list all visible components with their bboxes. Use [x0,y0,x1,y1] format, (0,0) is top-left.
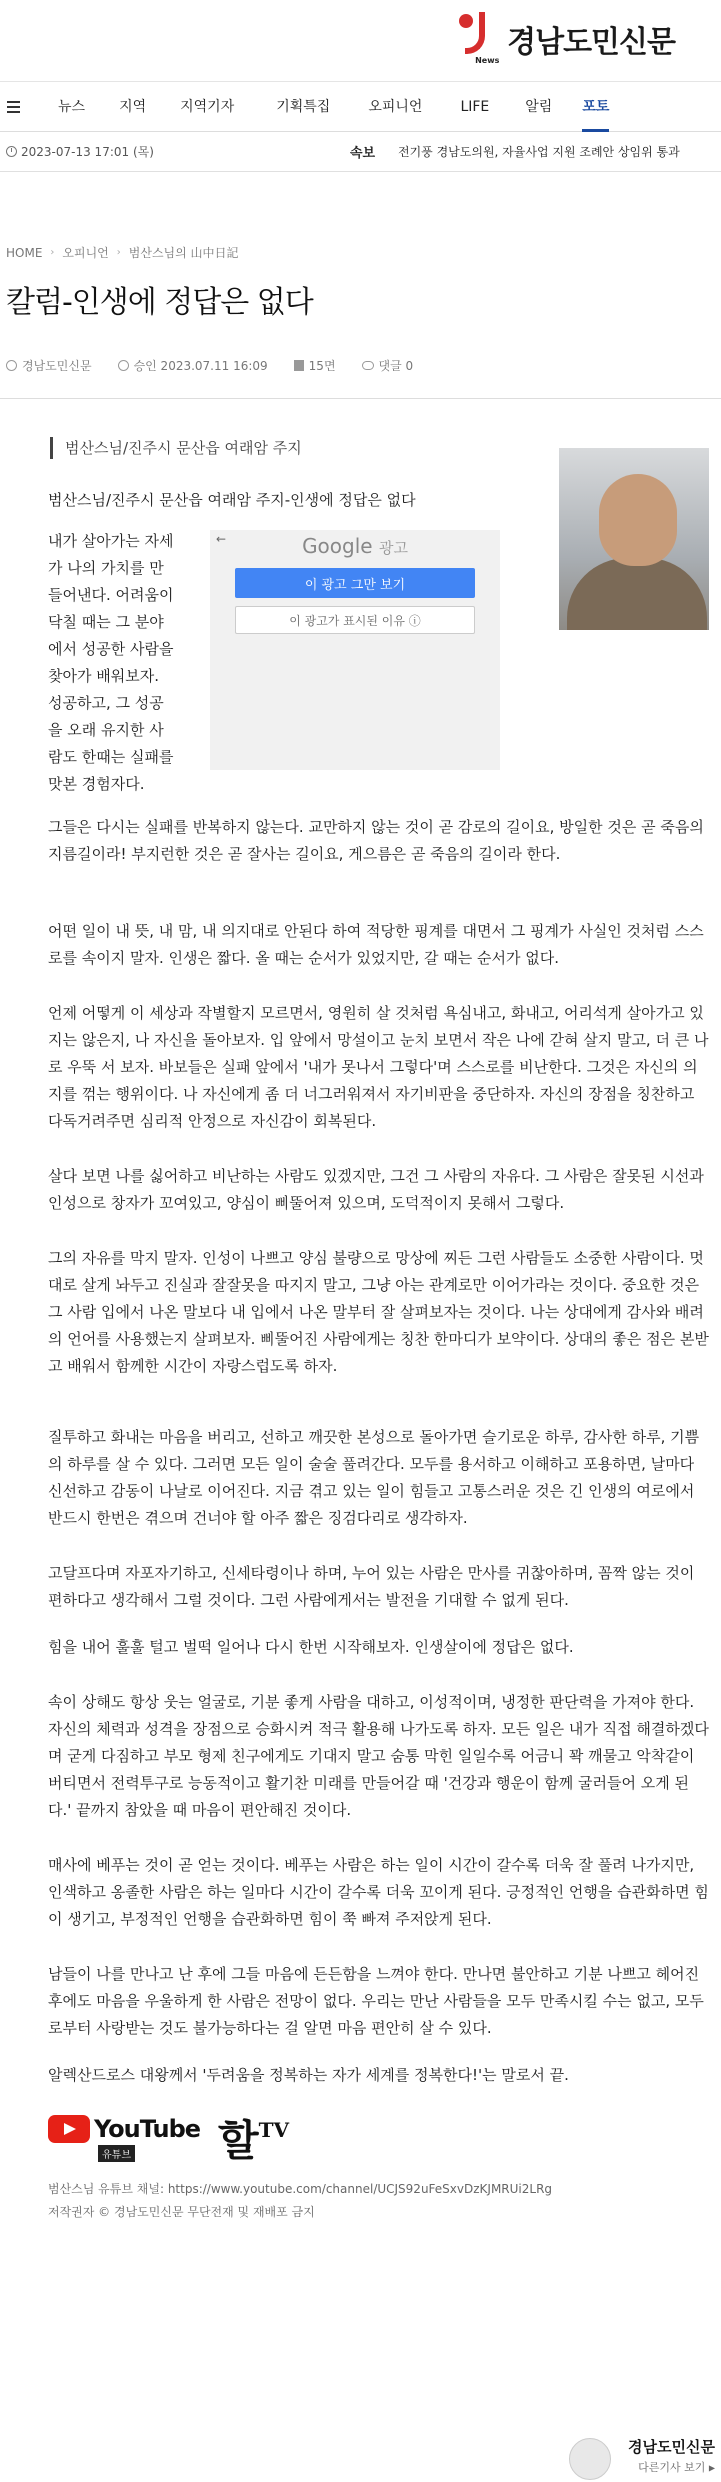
logo-news-label: News [475,56,500,65]
hamburger-menu-icon[interactable] [0,82,26,132]
clock-icon [6,146,17,157]
current-date [0,143,154,160]
intro-with-ad [48,528,709,806]
ad-brand-name: Google [302,534,373,558]
article-title: 칼럼-인생에 정답은 없다 [6,285,313,320]
author-box [628,2436,715,2475]
site-header [0,0,721,82]
nav-special[interactable]: 기획특집 [276,98,331,115]
nav-news[interactable]: 뉴스 [58,98,86,115]
ad-back-icon[interactable]: ← [216,532,227,546]
meta-page [294,357,336,374]
clock-icon [118,360,129,371]
chevron-right-icon: ▶ [708,2463,715,2473]
author-box-name: 경남도민신문 [628,2438,715,2456]
breadcrumb-home[interactable]: HOME [6,245,43,260]
article-paragraph: 그들은 다시는 실패를 반복하지 않는다. 교만하지 않는 것이 곧 감로의 길이요, 방일한 것은 곧 죽음의 지름길이라! 부지런한 것은 곧 잘사는 길이요, 게으름은 곧 죽음의 길이라 한다. [48,818,704,863]
news-ticker [0,132,721,172]
breadcrumb-opinion[interactable]: 오피니언 [62,246,109,260]
google-ad [210,530,500,770]
article-paragraph: 살다 보면 나를 싫어하고 비난하는 사람도 있겠지만, 그건 그 사람의 자유다. 그 사람은 잘못된 시선과 인성으로 창자가 꼬여있고, 양심이 삐뚤어져 있으며, 도덕적이지 못해서 그렇다. [48,1167,704,1212]
article-lead: 범산스님/진주시 문산읍 여래암 주지-인생에 정답은 없다 [48,491,416,509]
page-icon [294,360,304,371]
google-ad-brand [210,534,500,558]
article-paragraph: 힘을 내어 훌훌 털고 벌떡 일어나 다시 한번 시작해보자. 인생살이에 정답은 없다. [48,1638,574,1656]
current-date-text: 2023-07-13 17:01 (목) [21,145,154,159]
bottom-author-bar [0,2424,721,2482]
approved-date: 승인 2023.07.11 16:09 [133,359,268,373]
article-body [0,489,721,2220]
article-intro: 내가 살아가는 자세가 나의 가치를 만들어낸다. 어려움이 닥칠 때는 그 분야에서 성공한 사람을 찾아가 배워보자. 성공하고, 그 성공을 오래 유지한 사람도 한때는 실패를 맛본 경험자다. [48,532,174,793]
meta-comments[interactable] [362,357,414,374]
channel-link[interactable]: 범산스님 유튜브 채널: https://www.youtube.com/channel/UCJS92uFeSxvDzKJMRUi2LRg [48,2182,553,2196]
article-paragraph: 어떤 일이 내 뜻, 내 맘, 내 의지대로 안된다 하여 적당한 핑계를 대면서 그 핑계가 사실인 것처럼 스스로를 속이지 말자. 인생은 짧다. 올 때는 순서가 있었지만, 갈 때는 순서가 없다. [48,922,704,967]
nav-region-reporter[interactable]: 지역기자 [180,98,235,115]
comment-count[interactable]: 댓글 0 [378,359,414,373]
nav-notice[interactable]: 알림 [525,98,553,115]
logo-text: 경남도민신문 [507,25,675,60]
article-paragraph: 언제 어떻게 이 세상과 작별할지 모르면서, 영원히 살 것처럼 욕심내고, 화내고, 어리석게 살아가고 있지는 않은지, 나 자신을 돌아보자. 입 앞에서 망설이고 눈치 보면서 작은 나에 갇혀 살지 말고, 더 큰 나로 우뚝 서 보자. 바보들은 실패 앞에서 '내가 못나서 그렇다'며 스스로를 비난한다. 그것은 자신의 의지를 꺾는 행위이다. 나 자신에게 좀 더 너그러워져서 자기비판을 중단하자. 자신의 장점을 칭찬하고 다독거려주면 심리적 안정으로 자신감이 회복된다. [48,1004,709,1130]
stop-ad-button[interactable]: 이 광고 그만 보기 [235,568,475,598]
author-avatar[interactable] [569,2438,611,2480]
article-paragraph: 그의 자유를 막지 말자. 인성이 나쁘고 양심 불량으로 망상에 찌든 그런 사람들도 소중한 사람이다. 멋대로 살게 놔두고 진실과 잘잘못을 따지지 말고, 그냥 아는 관계로만 이어가라는 것이다. 중요한 것은 그 사람 입에서 나온 말보다 내 입에서 나온 말부터 잘 살펴보자는 것이다. 나는 상대에게 감사와 배려의 언어를 사용했는지 살펴보자. 삐뚤어진 사람에게는 칭찬 한마디가 보약이다. 상대의 좋은 점은 본받고 배워서 함께한 시간이 자랑스럽도록 하자. [48,1249,709,1375]
site-logo[interactable] [453,10,675,68]
meta-approved [118,357,268,374]
flash-headline[interactable]: 전기풍 경남도의원, 자율사업 지원 조례안 상임위 통과 [398,145,680,159]
breadcrumb-separator-icon: › [116,247,121,258]
hal-tv-text: TV [258,2118,290,2142]
article-paragraph: 알렉산드로스 대왕께서 '두려움을 정복하는 자가 세계를 정복한다!'는 말로서 끝. [48,2066,569,2084]
channel-logos [48,2115,709,2165]
breadcrumb-column[interactable]: 범산스님의 山中日記 [128,246,239,260]
user-icon [6,360,17,371]
page-number: 15면 [308,359,336,373]
nav-opinion[interactable]: 오피니언 [368,98,423,115]
logo-mark-icon [453,10,501,68]
youtube-wordmark: YouTube [94,2115,201,2143]
main-nav [0,82,721,132]
youtube-kr-badge: 유튜브 [98,2145,135,2162]
comment-icon [362,361,374,370]
breadcrumb [0,244,721,261]
why-ad-button[interactable]: 이 광고가 표시된 이유 ⓘ [235,606,475,634]
nav-life[interactable]: LIFE [460,98,490,115]
flash-label: 속보 [350,146,376,161]
article-paragraph: 남들이 나를 만나고 난 후에 그들 마음에 든든함을 느껴야 한다. 만나면 불안하고 기분 나쁘고 헤어진 후에도 마음을 우울하게 한 사람은 전망이 없다. 우리는 만난 사람들을 모두 만족시킬 수는 없고, 모두로부터 사랑받는 것도 불가능하다는 걸 알면 마음 편안히 살 수 있다. [48,1965,704,2037]
copyright-notice: 저작권자 © 경남도민신문 무단전재 및 재배포 금지 [48,2205,315,2219]
article-subhead: 범산스님/진주시 문산읍 여래암 주지 [50,437,721,459]
meta-author [6,357,92,374]
article-paragraph: 매사에 베푸는 것이 곧 얻는 것이다. 베푸는 사람은 하는 일이 시간이 갈수록 더욱 잘 풀려 나가지만, 인색하고 옹졸한 사람은 하는 일마다 시간이 갈수록 더욱 꼬이게 된다. 긍정적인 언행을 습관화하면 힘이 생기고, 부정적인 언행을 습관화하면 힘이 쭉 빠져 주저앉게 된다. [48,1856,709,1928]
article-paragraph: 속이 상해도 항상 웃는 얼굴로, 기분 좋게 사람을 대하고, 이성적이며, 냉정한 판단력을 가져야 한다. 자신의 체력과 성격을 장점으로 승화시켜 적극 활용해 나가도록 하자. 모든 일은 내가 직접 해결하겠다며 굳게 다짐하고 부모 형제 친구에게도 기대지 말고 숨통 막힌 일일수록 어금니 꽉 깨물고 악착같이 버티면서 전력투구로 능동적이고 활기찬 미래를 만들어갈 때 '건강과 행운이 함께 굴러들어 오게 된다.' 끝까지 참았을 때 마음이 편안해진 것이다. [48,1693,709,1819]
youtube-logo[interactable] [48,2115,200,2162]
more-articles-label[interactable]: 다른기사 보기 [638,2461,706,2474]
hal-tv-logo[interactable] [218,2116,290,2165]
author-name: 경남도민신문 [22,359,92,373]
article-paragraph: 고달프다며 자포자기하고, 신세타령이나 하며, 누어 있는 사람은 만사를 귀찮아하며, 꼼짝 않는 것이 편하다고 생각해서 그럴 것이다. 그런 사람에게서는 발전을 기대할 수 없게 된다. [48,1564,695,1609]
breadcrumb-separator-icon: › [50,247,55,258]
hal-tv-mark: 할 [218,2116,259,2165]
article-meta [0,357,721,374]
nav-region[interactable]: 지역 [119,98,147,115]
article-paragraph: 질투하고 화내는 마음을 버리고, 선하고 깨끗한 본성으로 돌아가면 슬기로운 하루, 감사한 하루, 기쁨의 하루를 살 수 있다. 그러면 모든 일이 술술 풀려간다. 모두를 용서하고 이해하고 포용하면, 날마다 신선하고 감동이 나날로 이어진다. 지금 겪고 있는 일이 힘들고 고통스러운 것은 긴 인생의 여로에서 반드시 한번은 겪으며 건너야 할 아주 짧은 징검다리로 생각하자. [48,1428,700,1527]
nav-photo[interactable]: 포토 [582,82,609,132]
ad-brand-suffix: 광고 [378,539,408,557]
header-divider [0,398,721,399]
youtube-play-icon [48,2115,90,2143]
more-articles-link[interactable] [628,2459,715,2475]
